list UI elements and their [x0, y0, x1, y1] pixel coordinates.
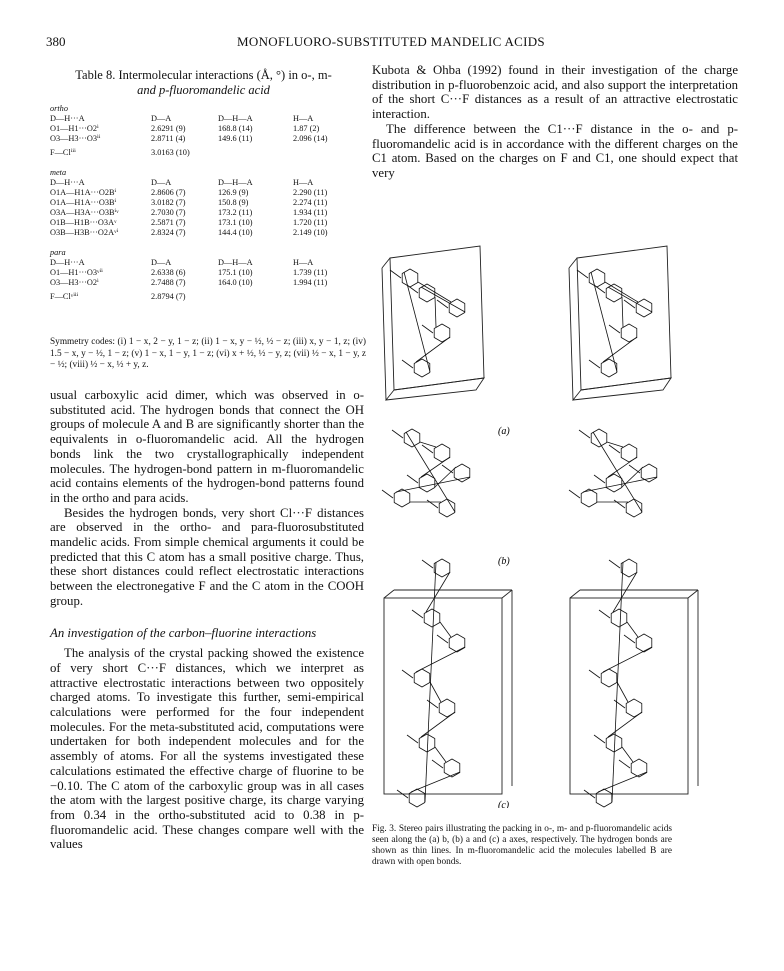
panel-c-right-cell	[570, 590, 698, 794]
bond-line	[607, 442, 623, 447]
bond-line	[421, 457, 450, 477]
bond-line	[440, 622, 451, 637]
bond-line	[589, 670, 600, 678]
bond-line	[594, 475, 605, 483]
bond-line	[614, 500, 625, 508]
table-row	[50, 292, 366, 302]
ring-shape	[394, 489, 410, 507]
table-cell: 2.6338 (6)	[151, 268, 186, 277]
table-cell: F—Clⁱⁱⁱ	[50, 148, 76, 157]
bond-line	[609, 560, 620, 568]
table-cell: 2.274 (11)	[293, 198, 328, 207]
page-number: 380	[46, 34, 66, 49]
bond-line	[412, 610, 423, 618]
table-section-heading: ortho	[50, 104, 68, 113]
bond-line	[594, 735, 605, 743]
table-row	[50, 188, 366, 198]
bond-line	[603, 337, 637, 362]
figure-caption: Fig. 3. Stereo pairs illustrating the packing in o-, m- and p-fluoromandelic acids seen along the (a) b, (b) a and (c) a axes, respectively. The hydrogen bonds are shown as thin lines. In m-fluoromandelic acid the molecules labelled B are drawn with open bonds.	[372, 824, 672, 867]
ring-shape	[419, 474, 435, 492]
ring-shape	[454, 464, 470, 482]
bond-line	[407, 475, 418, 483]
bond-line	[629, 465, 640, 473]
table-cell: O3A—H3A···O3Bⁱᵛ	[50, 208, 119, 217]
bond-line	[593, 432, 642, 512]
table-cell: H—A	[293, 178, 314, 187]
ring-shape	[641, 464, 657, 482]
table-header-row	[50, 258, 366, 268]
stereo-packing-drawing	[372, 238, 738, 808]
table-cell: O1A—H1A···O3Bⁱ	[50, 198, 117, 207]
table-cell: 1.87 (2)	[293, 124, 320, 133]
bond-line	[427, 500, 438, 508]
table-cell: 173.1 (10)	[218, 218, 253, 227]
table-cell: 2.8324 (7)	[151, 228, 186, 237]
table-cell: 2.149 (10)	[293, 228, 328, 237]
bond-line	[418, 282, 451, 302]
table-row	[50, 268, 366, 278]
table-row	[50, 198, 366, 208]
stereo-figure	[372, 238, 738, 808]
bond-line	[390, 270, 401, 278]
panel-a-left-cell	[382, 246, 484, 400]
bond-line	[603, 647, 652, 672]
table-cell: D—H···A	[50, 258, 85, 267]
panel-a-label: (a)	[498, 426, 510, 437]
bond-line	[407, 735, 418, 743]
table-row	[50, 278, 366, 288]
table-cell: 126.9 (9)	[218, 188, 249, 197]
ring-shape	[621, 444, 637, 462]
ring-shape	[409, 789, 425, 807]
bond-line	[421, 712, 455, 737]
running-title: MONOFLUORO-SUBSTITUTED MANDELIC ACIDS	[237, 34, 545, 49]
table-cell: 150.8 (9)	[218, 198, 249, 207]
molecule-drawings	[382, 269, 657, 807]
bond-line	[435, 747, 446, 762]
ring-shape	[419, 734, 435, 752]
table-cell: 2.6291 (9)	[151, 124, 186, 133]
table-cell: 164.0 (10)	[218, 278, 253, 287]
table-cell: D—A	[151, 114, 172, 123]
bond-line	[622, 747, 633, 762]
table-cell: O3—H3···O3ⁱⁱ	[50, 134, 101, 143]
ring-shape	[434, 559, 450, 577]
table-cell: 173.2 (11)	[218, 208, 253, 217]
bond-line	[411, 772, 460, 792]
ring-shape	[606, 284, 622, 302]
bond-line	[392, 430, 403, 438]
bond-line	[598, 772, 647, 792]
bond-line	[432, 760, 443, 768]
section-heading: An investigation of the carbon–fluorine interactions	[50, 625, 317, 640]
table-cell: 2.8794 (7)	[151, 292, 186, 301]
ring-shape	[596, 789, 612, 807]
table-cell: 1.934 (11)	[293, 208, 328, 217]
bond-line	[426, 572, 450, 612]
table-caption-line1: Table 8. Intermolecular interactions (Å, °) in o-, m-	[75, 68, 332, 82]
bond-line	[422, 560, 433, 568]
table-row	[50, 134, 366, 144]
table-cell: 2.096 (14)	[293, 134, 328, 143]
ring-shape	[589, 269, 605, 287]
table-cell: D—H···A	[50, 114, 85, 123]
bond-line	[589, 360, 600, 368]
bond-line	[627, 622, 638, 637]
bond-line	[624, 635, 635, 643]
bond-line	[430, 682, 441, 702]
table-cell: O3B—H3B···O2Aᵛⁱ	[50, 228, 119, 237]
table-header-row	[50, 178, 366, 188]
paragraph: The difference between the C1···F distance in the o- and p-fluoromandelic acid is in accordance with the different charges on the C1 atom. Based on the charges on F and C1, one should expect that very	[372, 121, 738, 180]
ring-shape	[449, 634, 465, 652]
paragraph: The analysis of the crystal packing showed the existence of very short C···F distances, which we interpret as attractive electrostatic interactions between two oppositely charged atoms. To investigate this further, semi-empirical calculations were performed for the four independent molecules. For the meta-substituted acid, computations were undertaken for both independent molecules and for the assembly of atoms. For all the systems investigated these calculations estimated the effective charge of fluorine to be −0.10. The C atom of the carboxylic group was in all cases the atom with the largest positive charge, its charge varying from 0.34 in the ortho-substituted acid to 0.38 in p-fluoromandelic acid. These changes compare well with the values	[50, 646, 364, 852]
table-cell: O3—H3···O2ⁱ	[50, 278, 99, 287]
bond-line	[579, 430, 590, 438]
table-cell: 144.4 (10)	[218, 228, 253, 237]
table-section-heading: para	[50, 248, 66, 257]
table-row	[50, 218, 366, 228]
table-cell: 1.720 (11)	[293, 218, 328, 227]
bond-line	[437, 635, 448, 643]
table-cell: 168.8 (14)	[218, 124, 253, 133]
ring-shape	[636, 634, 652, 652]
bond-line	[622, 297, 623, 327]
table-cell: 2.5871 (7)	[151, 218, 186, 227]
bond-line	[406, 432, 455, 512]
bond-line	[619, 760, 630, 768]
table-cell: 2.7030 (7)	[151, 208, 186, 217]
paragraph: Kubota & Ohba (1992) found in their investigation of the charge distribution in p-fluorobenzoic acid, and also support the interpretation of the short C···F distances as a result of an attractive electrostatic interaction.	[372, 63, 738, 122]
bond-line	[416, 337, 450, 362]
ring-shape	[606, 474, 622, 492]
table-cell: 2.290 (11)	[293, 188, 328, 197]
table-cell: O1—H1···O2ⁱ	[50, 124, 99, 133]
table-cell: 3.0182 (7)	[151, 198, 186, 207]
table-cell: 3.0163 (10)	[151, 148, 190, 157]
table-row	[50, 228, 366, 238]
panel-a-right-cell	[569, 246, 671, 400]
table-caption-line2: and p-fluoromandelic acid	[137, 83, 270, 97]
bond-line	[577, 270, 588, 278]
ring-shape	[601, 669, 617, 687]
table-cell: 2.7488 (7)	[151, 278, 186, 287]
bond-line	[617, 682, 628, 702]
table-row	[50, 208, 366, 218]
table-cell: H—A	[293, 258, 314, 267]
bond-line	[435, 297, 436, 327]
table-cell: H—A	[293, 114, 314, 123]
bond-line	[416, 647, 465, 672]
ring-shape	[404, 429, 420, 447]
table-caption	[46, 68, 361, 98]
table-cell: O1A—H1A···O2Bⁱ	[50, 188, 117, 197]
table-cell: D—H—A	[218, 178, 253, 187]
ring-shape	[636, 299, 652, 317]
interaction-table	[50, 104, 366, 302]
bond-line	[382, 490, 393, 498]
ring-shape	[424, 609, 440, 627]
ring-shape	[631, 759, 647, 777]
table-cell: O1B—H1B···O3Aᵛ	[50, 218, 117, 227]
bond-line	[402, 670, 413, 678]
table-cell: D—A	[151, 178, 172, 187]
table-cell: F—Clᵛⁱⁱⁱ	[50, 292, 79, 301]
table-section-heading: meta	[50, 168, 67, 177]
table-cell: D—H—A	[218, 114, 253, 123]
table-cell: D—A	[151, 258, 172, 267]
panel-b-label: (b)	[498, 556, 510, 567]
paragraph: Besides the hydrogen bonds, very short Cl···F distances are observed in the ortho- and para-fluorosubstituted mandelic acids. From simple chemical arguments it could be predicted that this C atom has a small positive charge. Thus, these short distances could reflect electrostatic interactions between the electronegative F and the C atom in the COOH group.	[50, 505, 364, 608]
bond-line	[442, 465, 453, 473]
bond-line	[422, 445, 433, 453]
table-cell: 175.1 (10)	[218, 268, 253, 277]
table-cell: 2.8711 (4)	[151, 134, 186, 143]
bond-line	[569, 490, 580, 498]
ring-shape	[449, 299, 465, 317]
bond-line	[613, 572, 637, 612]
table-cell: 149.6 (11)	[218, 134, 253, 143]
ring-shape	[434, 444, 450, 462]
table-cell: 2.8606 (7)	[151, 188, 186, 197]
ring-shape	[621, 559, 637, 577]
bond-line	[608, 457, 637, 477]
panel-c-label: (c)	[498, 800, 510, 808]
bond-line	[605, 282, 638, 302]
bond-line	[422, 325, 433, 333]
ring-shape	[581, 489, 597, 507]
bond-line	[420, 442, 436, 447]
table-row	[50, 148, 366, 158]
bond-line	[609, 325, 620, 333]
left-column-text	[50, 388, 364, 852]
bond-line	[614, 700, 625, 708]
table-cell: 1.739 (11)	[293, 268, 328, 277]
table-header-row	[50, 114, 366, 124]
table-cell: D—H···A	[50, 178, 85, 187]
bond-line	[599, 610, 610, 618]
paragraph: usual carboxylic acid dimer, which was observed in o-substituted acid. The hydrogen bonds that connect the OH groups of molecule A and B are significantly shorter than the equivalents in o-fluoromandelic acid. All the hydrogen bonds link the two crystallographically independent molecules. The hydrogen-bond pattern in m-fluoromandelic acid contains elements of the hydrogen-bond patterns found in the ortho and para acids.	[50, 388, 364, 505]
table-cell: 1.994 (11)	[293, 278, 328, 287]
ring-shape	[402, 269, 418, 287]
bond-line	[427, 700, 438, 708]
symmetry-codes: Symmetry codes: (i) 1 − x, 2 − y, 1 − z; (ii) 1 − x, y − ½, ½ − z; (iii) x, y − 1, z; (iv) 1.5 − x, y − ½, 1 − z; (v) 1 − x, 1 − y, 1 − z; (vi) x + ½, ½ − y, z; (vii) ½ − x, 1 − y, z − ½; (viii) ½ − x, ½ + y, z.	[50, 337, 366, 370]
bond-line	[396, 477, 470, 492]
bond-line	[609, 445, 620, 453]
table-cell: O1—H1···O3ᵛⁱⁱ	[50, 268, 103, 277]
ring-shape	[606, 734, 622, 752]
bond-line	[583, 477, 657, 492]
right-column-text	[372, 63, 738, 181]
ring-shape	[414, 669, 430, 687]
bond-line	[608, 712, 642, 737]
ring-shape	[444, 759, 460, 777]
table-cell: D—H—A	[218, 258, 253, 267]
bond-line	[402, 360, 413, 368]
ring-shape	[591, 429, 607, 447]
panel-c-left-cell	[384, 590, 512, 794]
table-row	[50, 124, 366, 134]
ring-shape	[419, 284, 435, 302]
ring-shape	[611, 609, 627, 627]
